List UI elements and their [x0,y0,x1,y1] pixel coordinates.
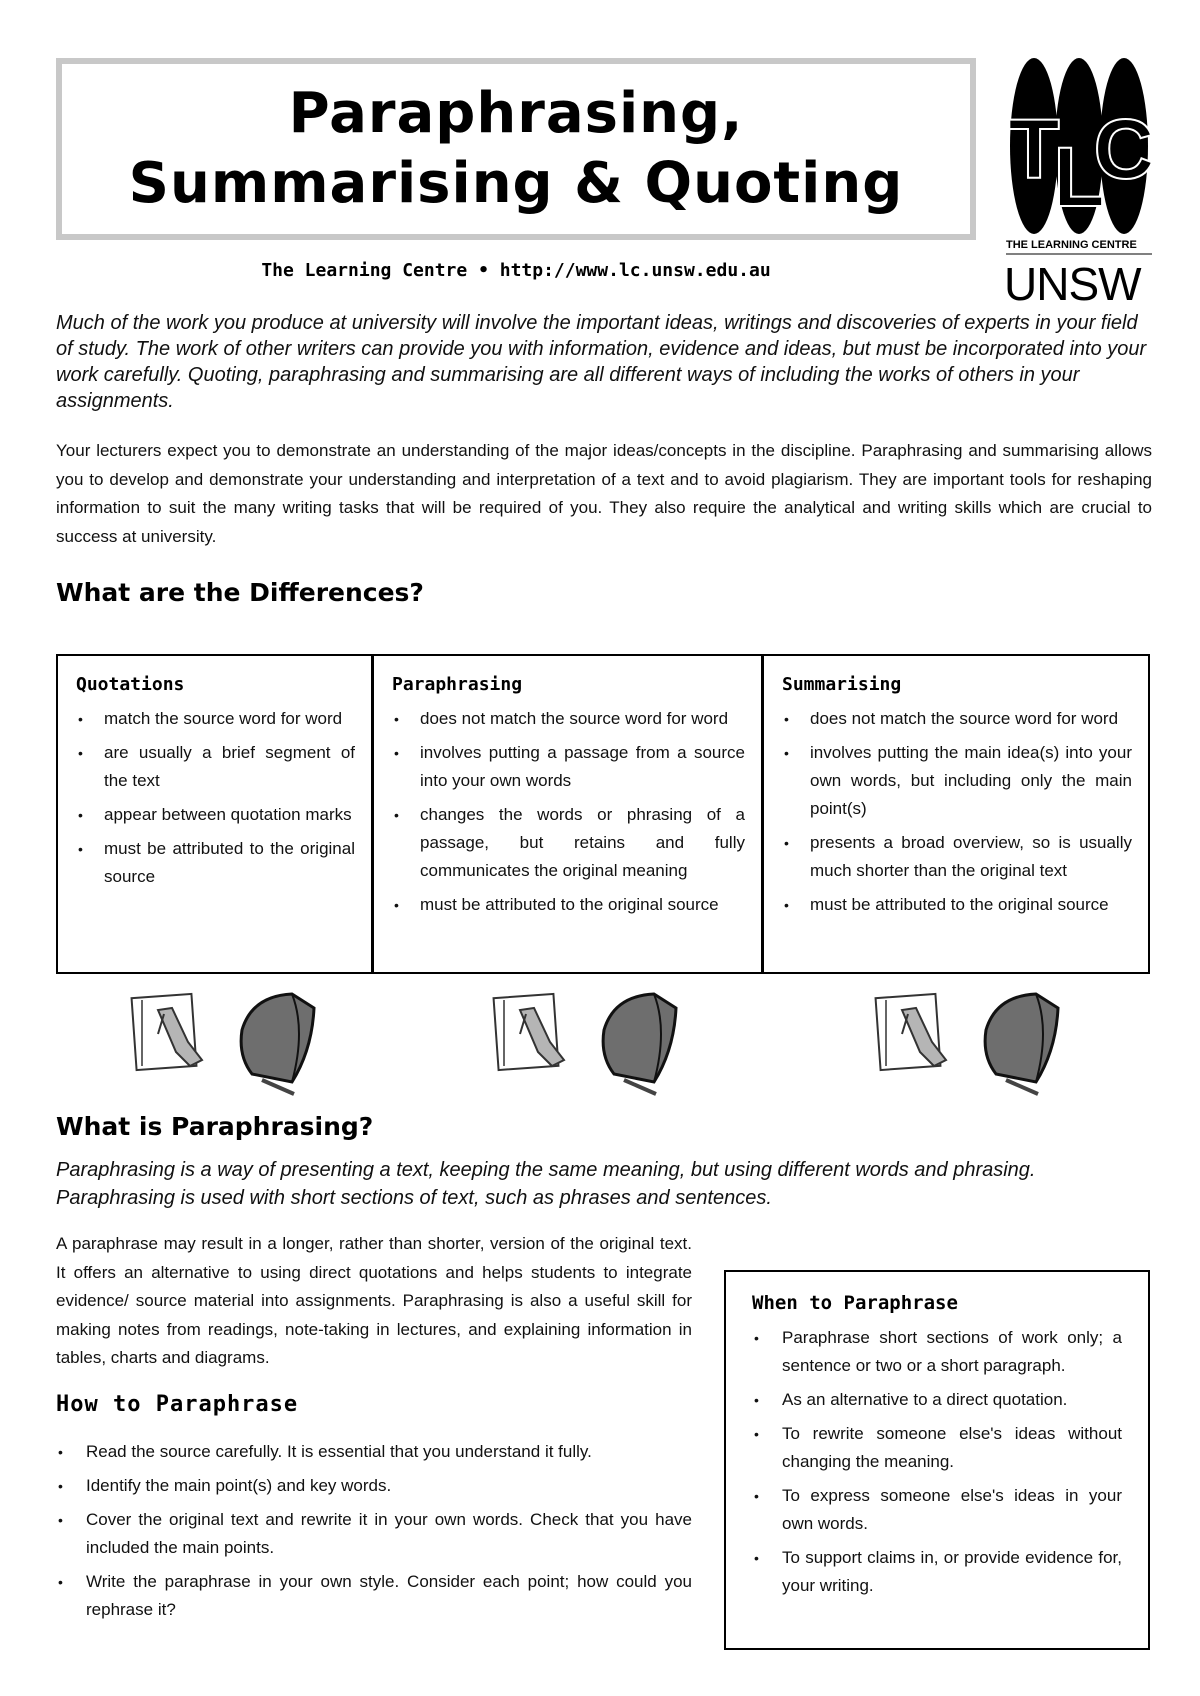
paraphrasing-column [371,656,761,972]
logo-letter-l: L [1053,130,1105,224]
writing-hand-icon [872,990,952,1080]
icon-pair-quotations [128,990,322,1096]
summarising-item: • does not match the source word for word [782,705,1132,733]
title-box [56,58,976,240]
quotations-item: • match the source word for word [76,705,355,733]
summarising-column [761,656,1148,972]
centre-url-line: The Learning Centre • http://www.lc.unsw.edu.au [261,260,771,281]
tlc-unsw-logo [1004,56,1154,304]
paraphrasing-item: • must be attributed to the original source [392,891,745,919]
when-item: • To support claims in, or provide evidence for, your writing. [752,1544,1122,1600]
writing-hand-icon [128,990,208,1080]
paraphrasing-body: A paraphrase may result in a longer, rather than shorter, version of the original text. It offers an alternative to using direct quotations and helps students to integrate evidence/ source material into assignments. Paraphrasing is also a useful skill for making notes from readings, note-taking in lectures, and explaining information in tables, charts and diagrams. [56,1234,692,1367]
icon-pair-paraphrasing [490,990,684,1096]
notebook-icon [976,990,1066,1096]
quotations-item: • must be attributed to the original source [76,835,355,891]
logo-caption: THE LEARNING CENTRE [1006,239,1137,251]
logo-university: UNSW [1004,258,1141,304]
how-item: • Read the source carefully. It is essential that you understand it fully. [56,1438,692,1466]
paraphrasing-item: • involves putting a passage from a source into your own words [392,739,745,795]
writing-hand-icon [490,990,570,1080]
when-item: • To rewrite someone else's ideas without changing the meaning. [752,1420,1122,1476]
how-item: • Cover the original text and rewrite it in your own words. Check that you have included the main points. [56,1506,692,1562]
notebook-icon [594,990,684,1096]
when-item: • Paraphrase short sections of work only; a sentence or two or a short paragraph. [752,1324,1122,1380]
intro-italic-paragraph: Much of the work you produce at university will involve the important ideas, writings and discoveries of experts in your field of study. The work of other writers can provide you with information, evidence and ideas, but must be incorporated into your work carefully. Quoting, paraphrasing and summarising are all different ways of including the works of others in your assignments. [56,312,1147,412]
quotations-title: Quotations [76,674,185,695]
paraphrasing-item: • changes the words or phrasing of a passage, but retains and fully communicates the original meaning [392,801,745,885]
paraphrasing-definition: Paraphrasing is a way of presenting a text, keeping the same meaning, but using different words and phrasing. Paraphrasing is used with short sections of text, such as phrases and sentences. [56,1159,1036,1209]
how-item: • Identify the main point(s) and key words. [56,1472,692,1500]
logo-letter-t: T [1008,102,1060,196]
intro-body-paragraph: Your lecturers expect you to demonstrate an understanding of the major ideas/concepts in the discipline. Paraphrasing and summarising allows you to develop and demonstrate your understanding and interpretation of a text and to avoid plagiarism. They are important tools for reshaping information to suit the many writing tasks that will be required of you. They also require the analytical and writing skills which are crucial to success at university. [56,441,1152,546]
when-item: • To express someone else's ideas in your own words. [752,1482,1122,1538]
summarising-title: Summarising [782,674,902,695]
quotations-item: • are usually a brief segment of the text [76,739,355,795]
page-title-line-1: Paraphrasing, [288,81,744,146]
how-to-paraphrase-heading: How to Paraphrase [56,1392,299,1417]
how-item: • Write the paraphrase in your own style. Consider each point; how could you rephrase it? [56,1568,692,1624]
how-to-paraphrase-list [56,1438,692,1630]
what-is-paraphrasing-heading: What is Paraphrasing? [56,1112,374,1141]
paraphrasing-title: Paraphrasing [392,674,523,695]
quotations-item: • appear between quotation marks [76,801,355,829]
when-to-paraphrase-box [724,1270,1150,1650]
summarising-item: • involves putting the main idea(s) into your own words, but including only the main point(s) [782,739,1132,823]
icon-pair-summarising [872,990,1066,1096]
differences-heading: What are the Differences? [56,578,424,607]
quotations-column [58,656,371,972]
page-title-line-2: Summarising & Quoting [128,151,904,216]
notebook-icon [232,990,322,1096]
when-to-paraphrase-heading: When to Paraphrase [752,1292,958,1314]
summarising-item: • presents a broad overview, so is usually much shorter than the original text [782,829,1132,885]
logo-letter-c: C [1093,102,1154,196]
summarising-item: • must be attributed to the original source [782,891,1132,919]
paraphrasing-item: • does not match the source word for word [392,705,745,733]
when-item: • As an alternative to a direct quotation. [752,1386,1122,1414]
differences-table [56,654,1150,974]
